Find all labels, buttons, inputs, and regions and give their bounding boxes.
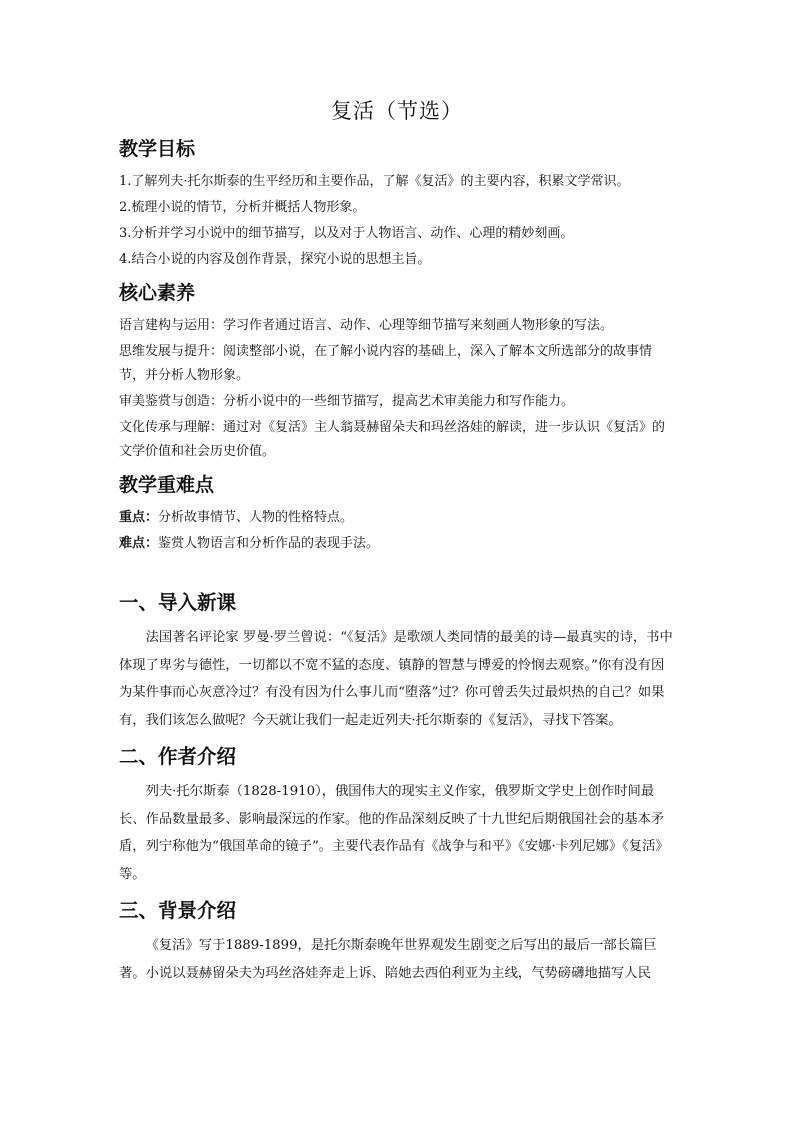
literacy-item: 审美鉴赏与创造：分析小说中的一些细节描写，提高艺术审美能力和写作能力。 xyxy=(119,394,575,409)
difficulty-line xyxy=(119,532,675,556)
objectives-heading: 教学目标 xyxy=(119,138,196,160)
literacy-item: 语言建构与运用：学习作者通过语言、动作、心理等细节描写来刻画人物形象的写法。 xyxy=(119,318,614,333)
focus-line xyxy=(119,506,675,530)
section3-text: 《复活》写于1889-1899，是托尔斯泰晚年世界观发生剧变之后写出的最后一部长篇巨著。小说以聂赫留朵夫为玛丝洛娃奔走上诉、陪她去西伯利亚为主线，气势磅礴地描写人民 xyxy=(119,938,657,981)
document-page xyxy=(119,96,675,987)
section2-text: 列夫·托尔斯泰（1828-1910），俄国伟大的现实主义作家，俄罗斯文学史上创作时间最长、作品数量最多、影响最深远的作家。他的作品深刻反映了十九世纪后期俄国社会的基本矛盾，列宁称他为“俄国革命的镜子”。主要代表作品有《战争与和平》《安娜·卡列尼娜》《复活》等。 xyxy=(119,784,669,882)
objective-item: 1.了解列夫·托尔斯泰的生平经历和主要作品，了解《复活》的主要内容，积累文学常识。 xyxy=(119,174,630,189)
section1-text: 法国著名评论家 罗曼·罗兰曾说：“《复活》是歌颂人类同情的最美的诗—最真实的诗，书中体现了卑劣与德性，一切都以不宽不猛的态度、镇静的智慧与博爱的怜悯去观察。”你有没有因为某件事而心灰意冷过？有没有因为什么事儿而“堕落”过？你可曾丢失过最炽热的自己？如果有，我们该怎么做呢？今天就让我们一起走近列夫·托尔斯泰的《复活》，寻找下答案。 xyxy=(119,630,673,728)
key-points-heading: 教学重难点 xyxy=(119,474,215,496)
literacy-item: 文化传承与理解：通过对《复活》主人翁聂赫留朵夫和玛丝洛娃的解读，进一步认识《复活》的文学价值和社会历史价值。 xyxy=(119,420,666,459)
focus-text: 分析故事情节、人物的性格特点。 xyxy=(158,510,354,525)
section1-heading: 一、导入新课 xyxy=(119,591,237,614)
difficulty-text: 鉴赏人物语言和分析作品的表现手法。 xyxy=(158,536,380,551)
difficulty-label: 难点： xyxy=(119,536,159,551)
focus-label: 重点： xyxy=(119,510,159,525)
section2-heading: 二、作者介绍 xyxy=(119,745,237,768)
literacy-heading: 核心素养 xyxy=(119,282,196,304)
objective-item: 2.梳理小说的情节，分析并概括人物形象。 xyxy=(119,200,366,215)
literacy-item: 思维发展与提升：阅读整部小说，在了解小说内容的基础上，深入了解本文所选部分的故事情节，并分析人物形象。 xyxy=(119,344,653,383)
objective-item: 4.结合小说的内容及创作背景，探究小说的思想主旨。 xyxy=(119,252,431,267)
section3-heading: 三、背景介绍 xyxy=(119,899,237,922)
page-title: 复活（节选） xyxy=(331,99,463,123)
objective-item: 3.分析并学习小说中的细节描写，以及对于人物语言、动作、心理的精妙刻画。 xyxy=(119,226,574,241)
